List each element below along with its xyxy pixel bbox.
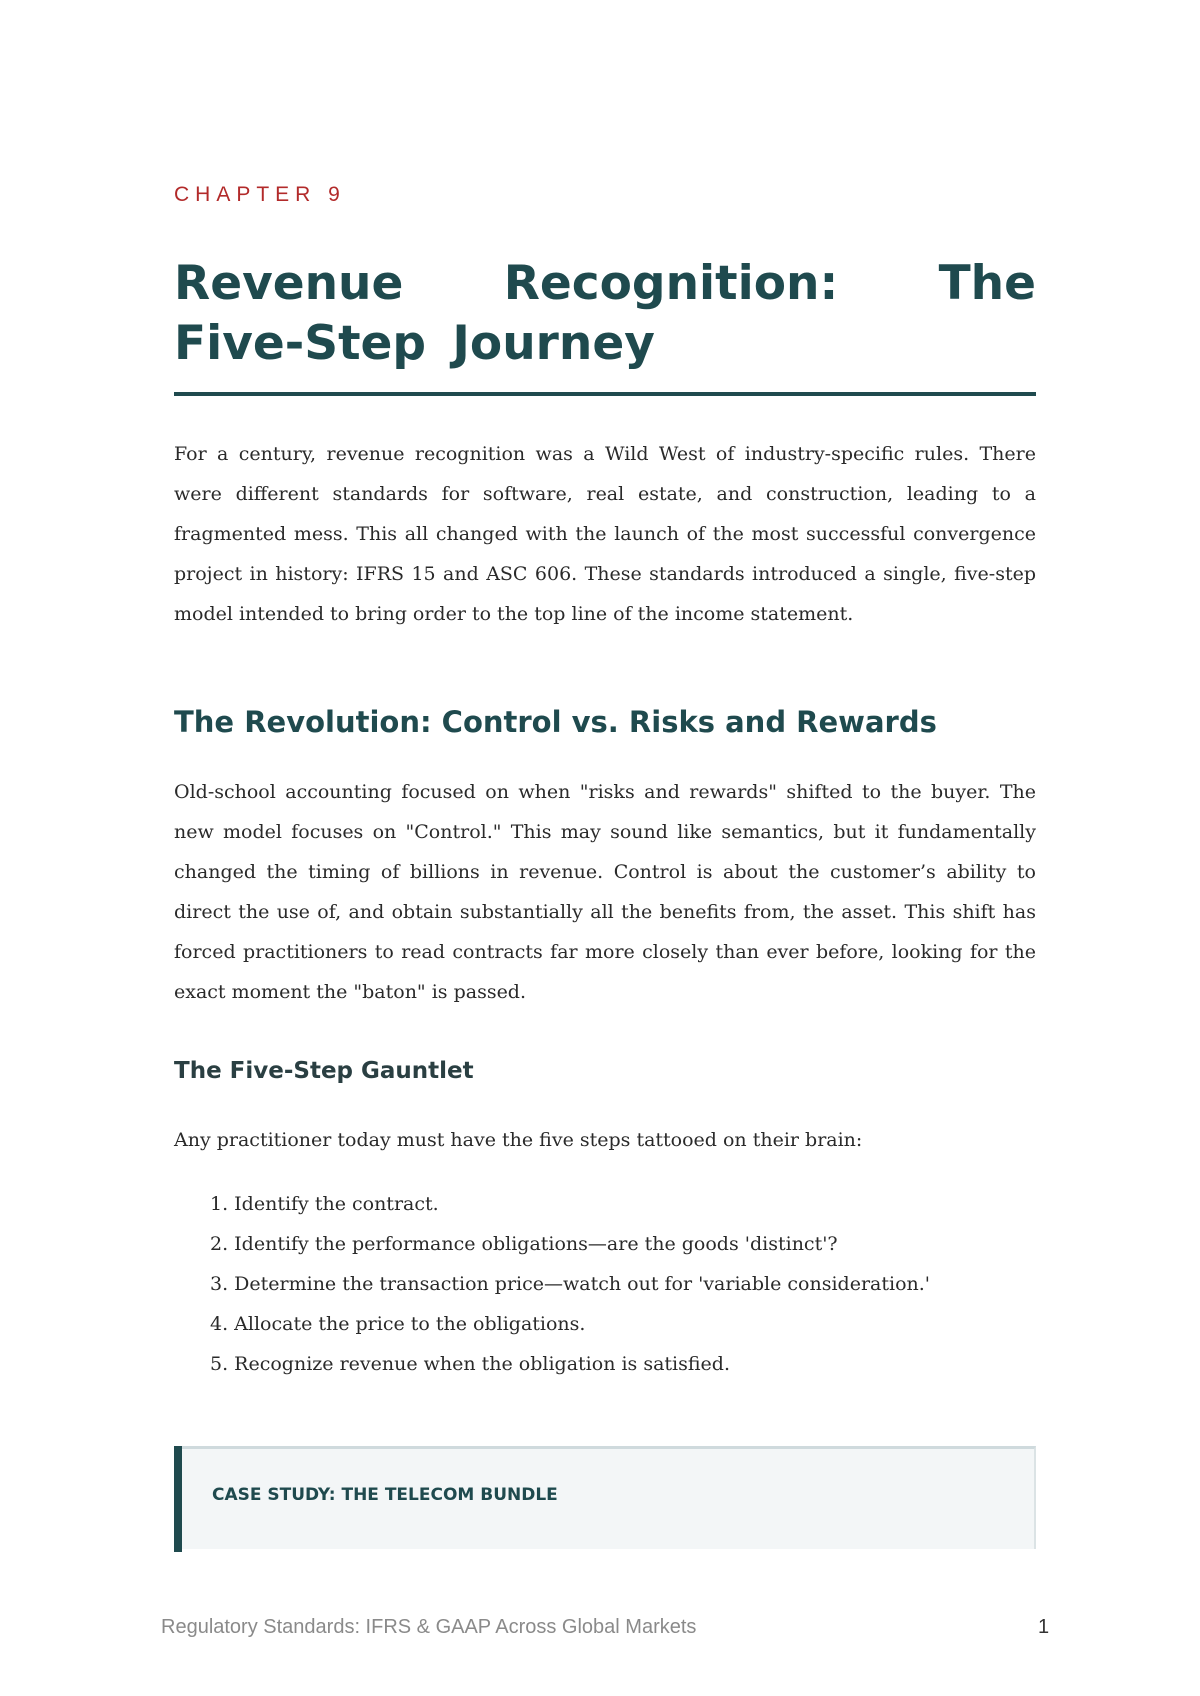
list-item: 2. Identify the performance obligations—are the goods 'distinct'?	[210, 1233, 838, 1255]
list-item: 4. Allocate the price to the obligations.	[210, 1313, 586, 1335]
gauntlet-lead: Any practitioner today must have the five steps tattooed on their brain:	[174, 1129, 863, 1151]
title-divider	[174, 392, 1036, 396]
list-item: 1. Identify the contract.	[210, 1193, 439, 1215]
section-heading-gauntlet: The Five-Step Gauntlet	[174, 1058, 474, 1084]
case-study-accent-bar	[174, 1446, 182, 1552]
chapter-label: CHAPTER 9	[174, 183, 346, 206]
chapter-title: Revenue Recognition: The Five-Step Journey	[174, 256, 1036, 371]
five-step-list	[174, 1184, 1036, 1384]
case-study-title: CASE STUDY: THE TELECOM BUNDLE	[212, 1485, 558, 1505]
page-number: 1	[1038, 1616, 1050, 1638]
footer-book-title: Regulatory Standards: IFRS & GAAP Across Global Markets	[161, 1616, 697, 1638]
intro-paragraph: For a century, revenue recognition was a Wild West of industry-specific rules. There were different standards for software, real estate, and construction, leading to a fragmented mess. This all changed with the launch of the most successful convergence project in history: IFRS 15 and ASC 606. These standards introduced a single, five-step model intended to bring order to the top line of the income statement.	[174, 443, 1036, 625]
section-heading-revolution: The Revolution: Control vs. Risks and Rewards	[174, 705, 937, 739]
revolution-paragraph: Old-school accounting focused on when "risks and rewards" shifted to the buyer. The new model focuses on "Control." This may sound like semantics, but it fundamentally changed the timing of billions in revenue. Control is about the customer’s ability to direct the use of, and obtain substantially all the benefits from, the asset. This shift has forced practitioners to read contracts far more closely than ever before, looking for the exact moment the "baton" is passed.	[174, 781, 1036, 1003]
case-study-box	[174, 1446, 1036, 1549]
list-item: 5. Recognize revenue when the obligation is satisfied.	[210, 1353, 731, 1375]
list-item: 3. Determine the transaction price—watch out for 'variable consideration.'	[210, 1273, 931, 1295]
chapter-content	[174, 182, 1036, 1384]
